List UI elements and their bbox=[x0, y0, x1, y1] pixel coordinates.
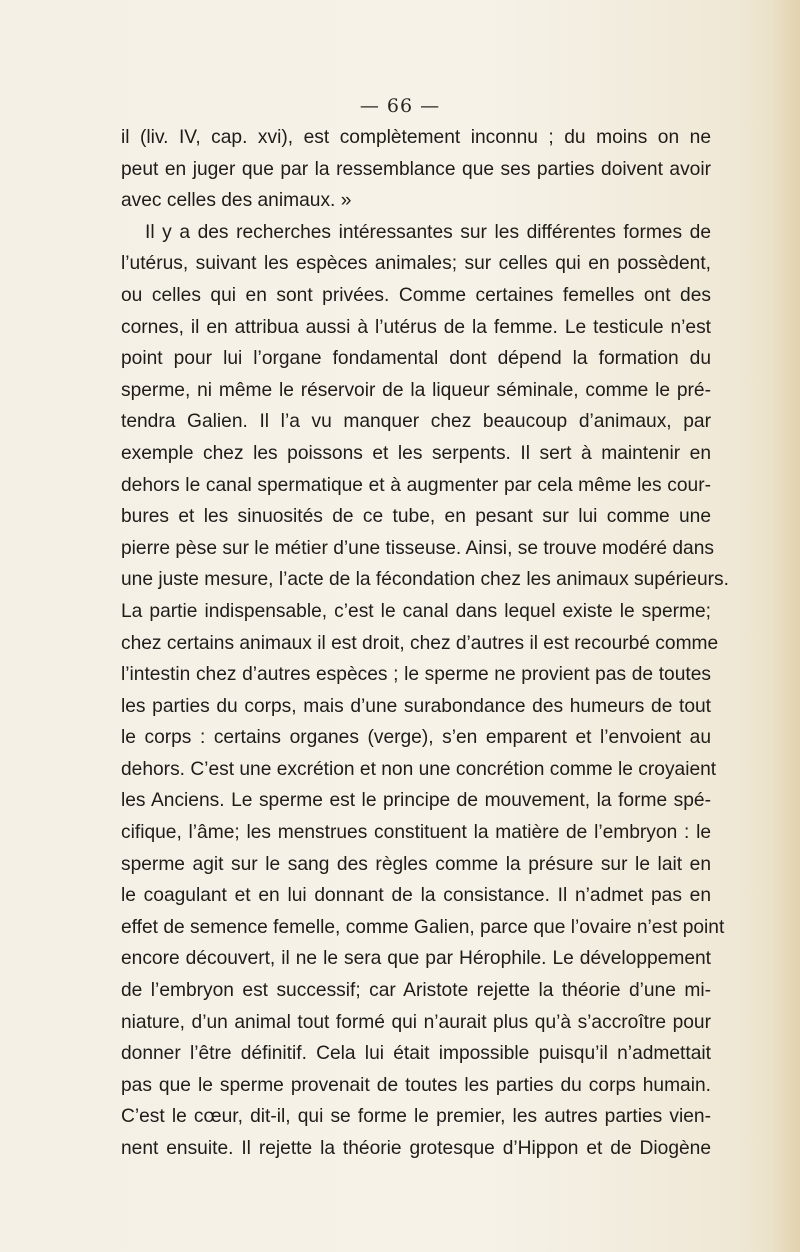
text-line: point pour lui l’organe fondamental dont dépend la formation du bbox=[121, 348, 711, 370]
text-line: donner l’être définitif. Cela lui était impossible puisqu’il n’admettait bbox=[121, 1043, 711, 1065]
text-line: avec celles des animaux. » bbox=[121, 190, 352, 212]
text-line: les parties du corps, mais d’une surabondance des humeurs de tout bbox=[121, 695, 711, 717]
text-line: l’intestin chez d’autres espèces ; le sperme ne provient pas de toutes bbox=[121, 664, 711, 686]
page-edge-shading bbox=[772, 0, 800, 1252]
text-line: les Anciens. Le sperme est le principe de mouvement, la forme spé- bbox=[121, 790, 711, 812]
text-line: encore découvert, il ne le sera que par Hérophile. Le développement bbox=[121, 948, 711, 970]
text-line: tendra Galien. Il l’a vu manquer chez beaucoup d’animaux, par bbox=[121, 411, 711, 433]
text-line: niature, d’un animal tout formé qui n’aurait plus qu’à s’accroître pour bbox=[121, 1011, 711, 1033]
text-line: C’est le cœur, dit-il, qui se forme le premier, les autres parties vien- bbox=[121, 1106, 711, 1128]
text-line: de l’embryon est successif; car Aristote rejette la théorie d’une mi- bbox=[121, 980, 711, 1002]
text-line: effet de semence femelle, comme Galien, parce que l’ovaire n’est point bbox=[121, 916, 725, 938]
text-line: l’utérus, suivant les espèces animales; sur celles qui en possèdent, bbox=[121, 253, 711, 275]
text-line: peut en juger que par la ressemblance que ses parties doivent avoir bbox=[121, 158, 711, 180]
text-line: pas que le sperme provenait de toutes les parties du corps humain. bbox=[121, 1074, 711, 1096]
body-text bbox=[121, 122, 729, 1165]
text-line: une juste mesure, l’acte de la fécondation chez les animaux supérieurs. bbox=[121, 569, 729, 591]
text-line: sperme agit sur le sang des règles comme la présure sur le lait en bbox=[121, 853, 711, 875]
text-line: pierre pèse sur le métier d’une tisseuse. Ainsi, se trouve modéré dans bbox=[121, 537, 714, 559]
text-line: La partie indispensable, c’est le canal dans lequel existe le sperme; bbox=[121, 600, 711, 622]
text-line: cornes, il en attribua aussi à l’utérus de la femme. Le testicule n’est bbox=[121, 316, 711, 338]
text-line: le corps : certains organes (verge), s’en emparent et l’envoient au bbox=[121, 727, 711, 749]
text-line: le coagulant et en lui donnant de la consistance. Il n’admet pas en bbox=[121, 885, 711, 907]
text-line: bures et les sinuosités de ce tube, en pesant sur lui comme une bbox=[121, 506, 711, 528]
text-line: nent ensuite. Il rejette la théorie grotesque d’Hippon et de Diogène bbox=[121, 1138, 711, 1159]
text-line: dehors le canal spermatique et à augmenter par cela même les cour- bbox=[121, 474, 711, 496]
text-line: Il y a des recherches intéressantes sur les différentes formes de bbox=[145, 221, 711, 243]
text-line: chez certains animaux il est droit, chez d’autres il est recourbé comme bbox=[121, 632, 719, 654]
text-line: ou celles qui en sont privées. Comme certaines femelles ont des bbox=[121, 284, 711, 306]
text-line: cifique, l’âme; les menstrues constituent la matière de l’embryon : le bbox=[121, 822, 711, 844]
text-line: dehors. C’est une excrétion et non une concrétion comme le croyaient bbox=[121, 758, 717, 780]
text-line: sperme, ni même le réservoir de la liqueur séminale, comme le pré- bbox=[121, 379, 711, 401]
page-number: — 66 — bbox=[359, 95, 441, 117]
text-line: il (liv. IV, cap. xvi), est complètement inconnu ; du moins on ne bbox=[121, 127, 711, 148]
text-line: exemple chez les poissons et les serpents. Il sert à maintenir en bbox=[121, 442, 711, 464]
